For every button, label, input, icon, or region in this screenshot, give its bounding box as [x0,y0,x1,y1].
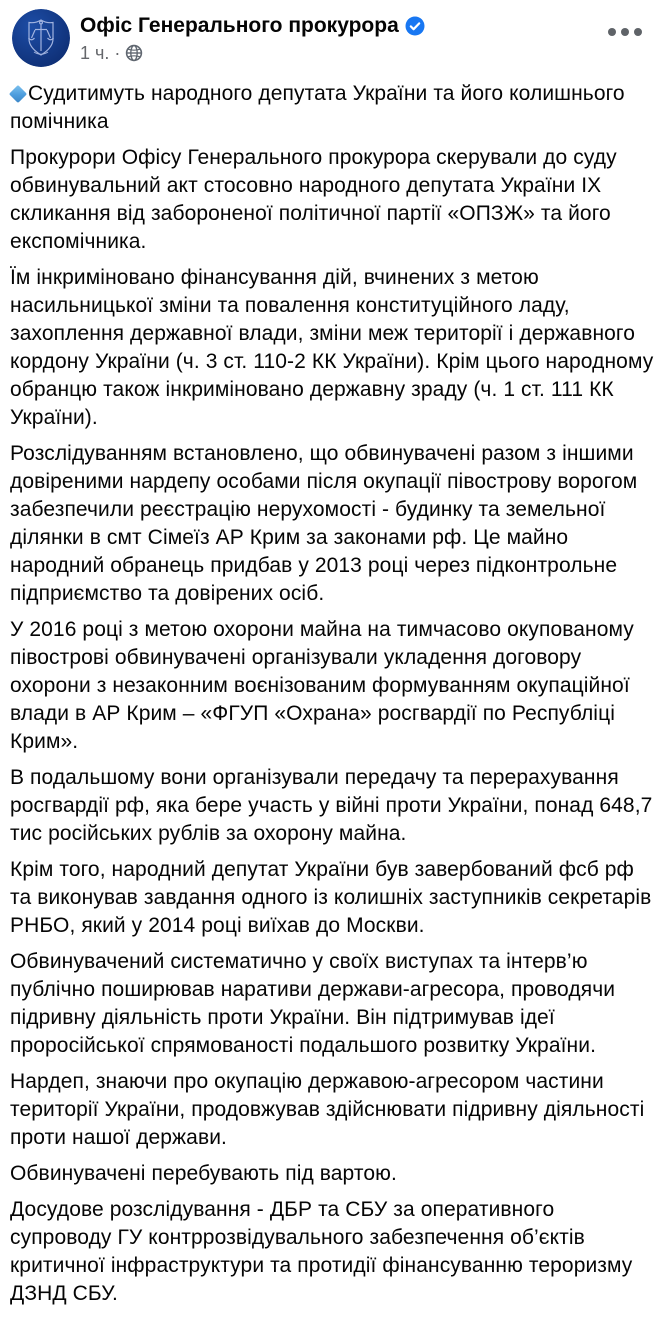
timestamp[interactable]: 1 ч. [80,43,110,63]
prosecutor-office-logo-icon [12,9,70,67]
verified-badge-icon [405,16,425,36]
meta-separator: · [114,43,121,63]
page-name[interactable]: Офіс Генерального прокурора [80,14,399,37]
post-meta [80,42,425,64]
avatar[interactable] [12,9,70,67]
post-paragraph: Розслідуванням встановлено, що обвинувачені разом з іншими довіреними нардепу особами після окупації півострову ворогом забезпечили реєстрацію нерухомості - будинку та земельної ділянки в смт Сімеїз АР Крим за законами рф. Це майно народний обранець придбав у 2013 році через підконтрольне підприємство та довірених осіб. [10,442,638,605]
post-paragraph: Обвинувачені перебувають під вартою. [10,1162,397,1185]
post-paragraph: Досудове розслідування - ДБР та СБУ за оперативного супроводу ГУ контррозвідувального забезпечення об’єктів критичної інфраструктури та протидії фінансуванню тероризму ДЗНД СБУ. [10,1198,633,1305]
blue-diamond-emoji [9,85,27,103]
post-header [0,0,670,67]
post-paragraph: Прокурори Офісу Генерального прокурора скерували до суду обвинувальний акт стосовно народного депутата України ІХ скликання від забороненої політичної партії «ОПЗЖ» та його експомічника. [10,146,617,253]
post-title-line [10,80,660,136]
post-title: Судитимуть народного депутата України та його колишнього помічника [10,82,625,133]
post-paragraph: У 2016 році з метою охорони майна на тимчасово окупованому півострові обвинувачені організували укладення договору охорони з незаконним воєнізованим формуванням окупаційної влади в АР Крим – «ФГУП «Охрана» росгвардії по Республіці Крим». [10,618,634,753]
globe-icon [125,44,143,62]
post-paragraph: В подальшому вони організували передачу та перерахування росгвардії рф, яка бере участь у війні проти України, понад 648,7 тис російських рублів за охорону майна. [10,766,653,845]
post-body [0,67,670,1330]
post-paragraph: Їм інкриміновано фінансування дій, вчинених з метою насильницької зміни та повалення конституційного ладу, захоплення державної влади, зміни меж території і державного кордону України (ч. 3 ст. 110-2 КК України). Крім цього народному обранцю також інкриміновано державну зраду (ч. 1 ст. 111 КК України). [10,266,654,429]
ellipsis-icon [608,28,616,36]
more-options-button[interactable] [606,22,644,42]
post-paragraph: Обвинувачений систематично у своїх виступах та інтерв’ю публічно поширював наративи держави-агресора, проводячи підривну діяльність проти України. Він підтримував ідеї проросійської спрямованості подальшого розвитку України. [10,950,616,1057]
post-paragraph: Крім того, народний депутат України був завербований фсб рф та виконував завдання одного із колишніх заступників секретарів РНБО, який у 2014 році виїхав до Москви. [10,858,652,937]
header-text [80,9,425,64]
post-paragraph: Нардеп, знаючи про окупацію державою-агресором частини території України, продовжував здійснювати підривну діяльності проти нашої держави. [10,1070,645,1149]
